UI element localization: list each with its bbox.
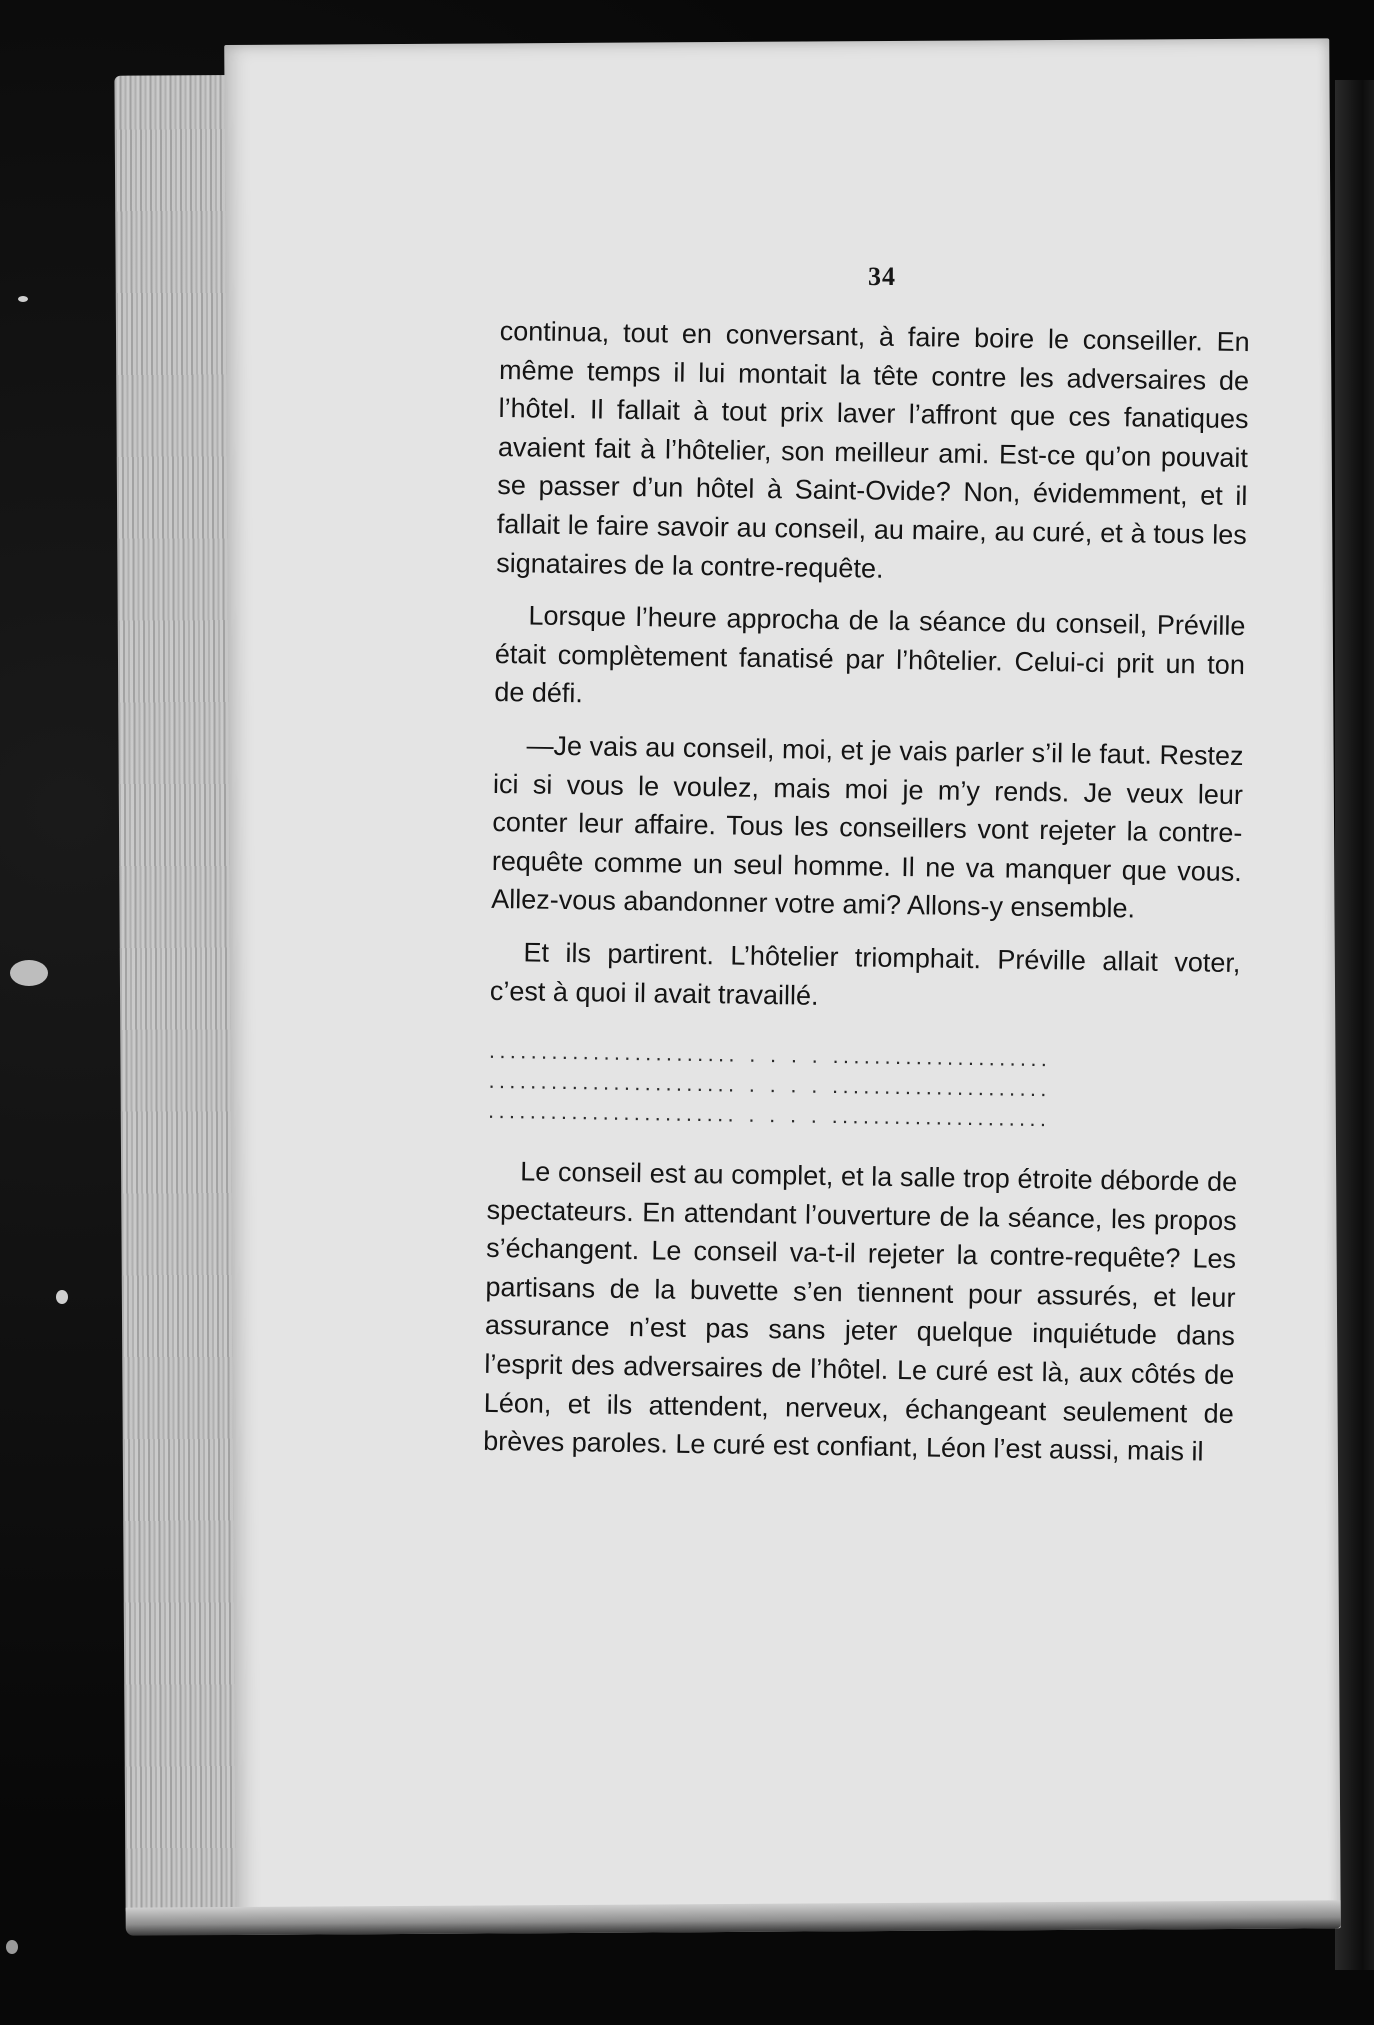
paragraph-4: Et ils partirent. L’hôtelier triomphait. Préville allait voter, c’est à quoi il avait travaillé.	[489, 937, 1241, 1011]
facing-page-edge	[1335, 80, 1374, 1970]
paragraph-2: Lorsque l’heure approcha de la séance du conseil, Préville était complètement fanatisé par l’hôtelier. Celui-ci prit un ton de défi.	[494, 600, 1246, 709]
dust-speck	[18, 296, 28, 302]
dotted-line: ........................ . . . . .....................	[487, 1098, 1051, 1132]
section-separator	[488, 1036, 1239, 1137]
dust-speck	[10, 960, 48, 986]
dotted-line: ........................ . . . . .....................	[488, 1068, 1051, 1102]
dotted-line: ........................ . . . . .....................	[488, 1038, 1052, 1072]
dust-speck	[56, 1290, 68, 1304]
paragraph-1: continua, tout en conversant, à faire boire le conseiller. En même temps il lui montait la tête contre les adversaires de l’hôtel. Il fallait à tout prix laver l’affront que ces fanatiques avaient fait à l’hôtelier, son meilleur ami. Est-ce qu’on pouvait se passer d’un hôtel à Saint-Ovide? Non, évidemment, et il fallait le faire savoir au conseil, au maire, au curé, et à tous les signataires de la contre-requête.	[496, 315, 1250, 584]
paragraph-5: Le conseil est au complet, et la salle trop étroite déborde de spectateurs. En attendant l’ouverture de la séance, les propos s’échangent. Le conseil va-t-il rejeter la contre-requête? Les partisans de la buvette s’en tiennent pour assurés, et leur assurance n’est pas sans jeter quelque inquiétude dans l’esprit des adversaires de l’hôtel. Le curé est là, aux côtés de Léon, et ils attendent, nerveux, échangeant seulement de brèves paroles. Le curé est confiant, Léon l’est aussi, mais il	[483, 1156, 1238, 1467]
text-column	[483, 312, 1250, 1486]
dust-speck	[6, 1940, 18, 1954]
paragraph-3: —Je vais au conseil, moi, et je vais parler s’il le faut. Restez ici si vous le voulez, mais moi je m’y rends. Je veux leur conter leur affaire. Tous les conseillers vont rejeter la contre-requête comme un seul homme. Il ne va manquer que vous. Allez-vous abandonner votre ami? Allons-y ensemble.	[491, 730, 1244, 924]
page-number: 34	[868, 262, 896, 291]
